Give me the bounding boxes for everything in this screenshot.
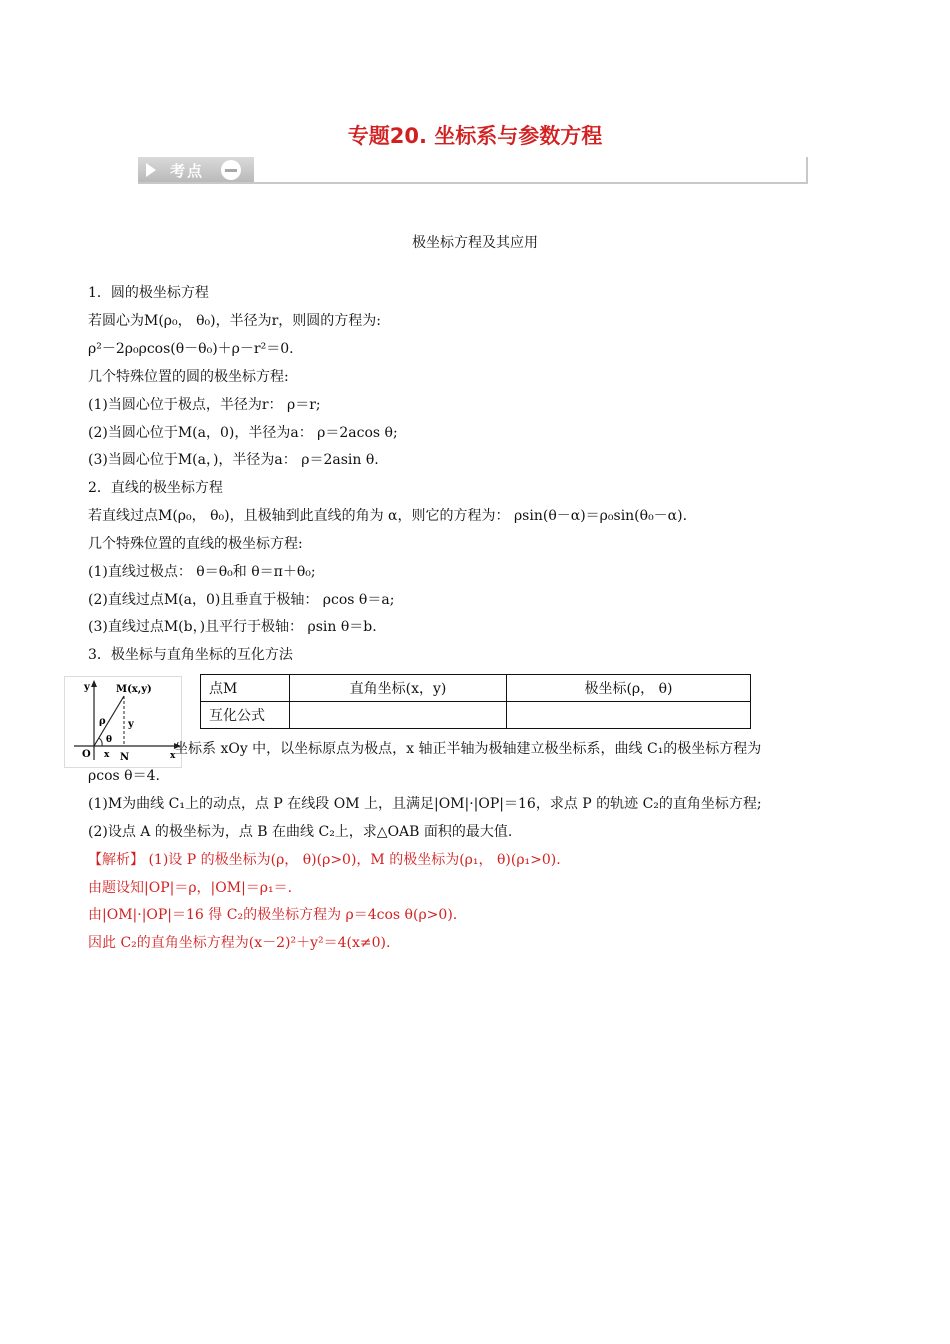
figure-label: y (128, 719, 134, 730)
problem-line: (2)设点 A 的极坐标为，点 B 在曲线 C₂上，求△OAB 面积的最大值. (88, 824, 513, 840)
figure-label: N (120, 752, 130, 763)
solution-line: 【解析】 (1)设 P 的极坐标为(ρ， θ)(ρ>0)，M 的极坐标为(ρ₁， θ)(ρ₁>0). (88, 852, 561, 868)
kaodian-label: 考点 (170, 162, 205, 180)
play-arrow-icon (146, 163, 156, 177)
figure-label: x (170, 751, 176, 761)
text-line: (2)直线过点M(a，0)且垂直于极轴： ρcos θ＝a; (88, 592, 395, 608)
solution-line: 由题设知|OP|＝ρ，|OM|＝ρ₁＝. (88, 880, 293, 896)
kaodian-badge (138, 157, 254, 182)
text-line: (1)直线过极点： θ＝θ₀和 θ＝π＋θ₀; (88, 564, 316, 580)
number-one-icon (221, 160, 241, 180)
section-subtitle: 极坐标方程及其应用 (412, 235, 538, 251)
table-cell: 极坐标(ρ， θ) (507, 675, 751, 702)
problem-line: 坐标系 xOy 中，以坐标原点为极点，x 轴正半轴为极轴建立极坐标系，曲线 C₁的极坐标方程为 (174, 741, 762, 757)
text-line: 几个特殊位置的圆的极坐标方程: (88, 369, 289, 385)
figure-label: O (82, 749, 91, 760)
banner-underline (138, 182, 808, 184)
formula-line: ρ²－2ρ₀ρcos(θ－θ₀)＋ρ－r²＝0. (88, 341, 294, 357)
figure-label: x (104, 750, 110, 760)
table-cell: 点M (201, 675, 290, 702)
banner-end-rule (806, 157, 808, 184)
polar-coordinate-figure (64, 676, 182, 768)
problem-line: (1)M为曲线 C₁上的动点，点 P 在线段 OM 上，且满足|OM|·|OP|＝16，求点 P 的轨迹 C₂的直角坐标方程; (88, 796, 762, 812)
figure-label: y (84, 682, 90, 693)
table-cell: 直角坐标(x，y) (290, 675, 507, 702)
text-line: 2．直线的极坐标方程 (88, 480, 223, 496)
text-line: 若圆心为M(ρ₀， θ₀)，半径为r，则圆的方程为: (88, 313, 382, 329)
table-row (201, 675, 751, 702)
text-line: (1)当圆心位于极点，半径为r： ρ＝r; (88, 397, 321, 413)
kaodian-banner (138, 157, 808, 184)
text-line: 若直线过点M(ρ₀， θ₀)，且极轴到此直线的角为 α，则它的方程为： ρsin(θ－α)＝ρ₀sin(θ₀－α). (88, 508, 688, 524)
text-line: (3)当圆心位于M(a，)，半径为a： ρ＝2asin θ. (88, 452, 379, 468)
table-cell: 互化公式 (201, 702, 290, 729)
text-line: 几个特殊位置的直线的极坐标方程: (88, 536, 303, 552)
figure-label: ρ (99, 716, 106, 727)
table-row (201, 702, 751, 729)
text-line: 1．圆的极坐标方程 (88, 285, 209, 301)
figure-label: θ (106, 735, 113, 745)
text-line: (3)直线过点M(b，)且平行于极轴： ρsin θ＝b. (88, 619, 377, 635)
text-line: 3．极坐标与直角坐标的互化方法 (88, 647, 293, 663)
figure-label: M(x,y) (116, 684, 152, 695)
table-cell (507, 702, 751, 729)
conversion-table (200, 674, 751, 729)
text-line: (2)当圆心位于M(a，0)，半径为a： ρ＝2acos θ; (88, 425, 398, 441)
solution-line: 由|OM|·|OP|＝16 得 C₂的极坐标方程为 ρ＝4cos θ(ρ>0). (88, 907, 458, 923)
page-title: 专题20. 坐标系与参数方程 (347, 124, 603, 148)
problem-line: ρcos θ＝4. (88, 768, 160, 784)
table-cell (290, 702, 507, 729)
solution-line: 因此 C₂的直角坐标方程为(x－2)²＋y²＝4(x≠0). (88, 935, 391, 951)
